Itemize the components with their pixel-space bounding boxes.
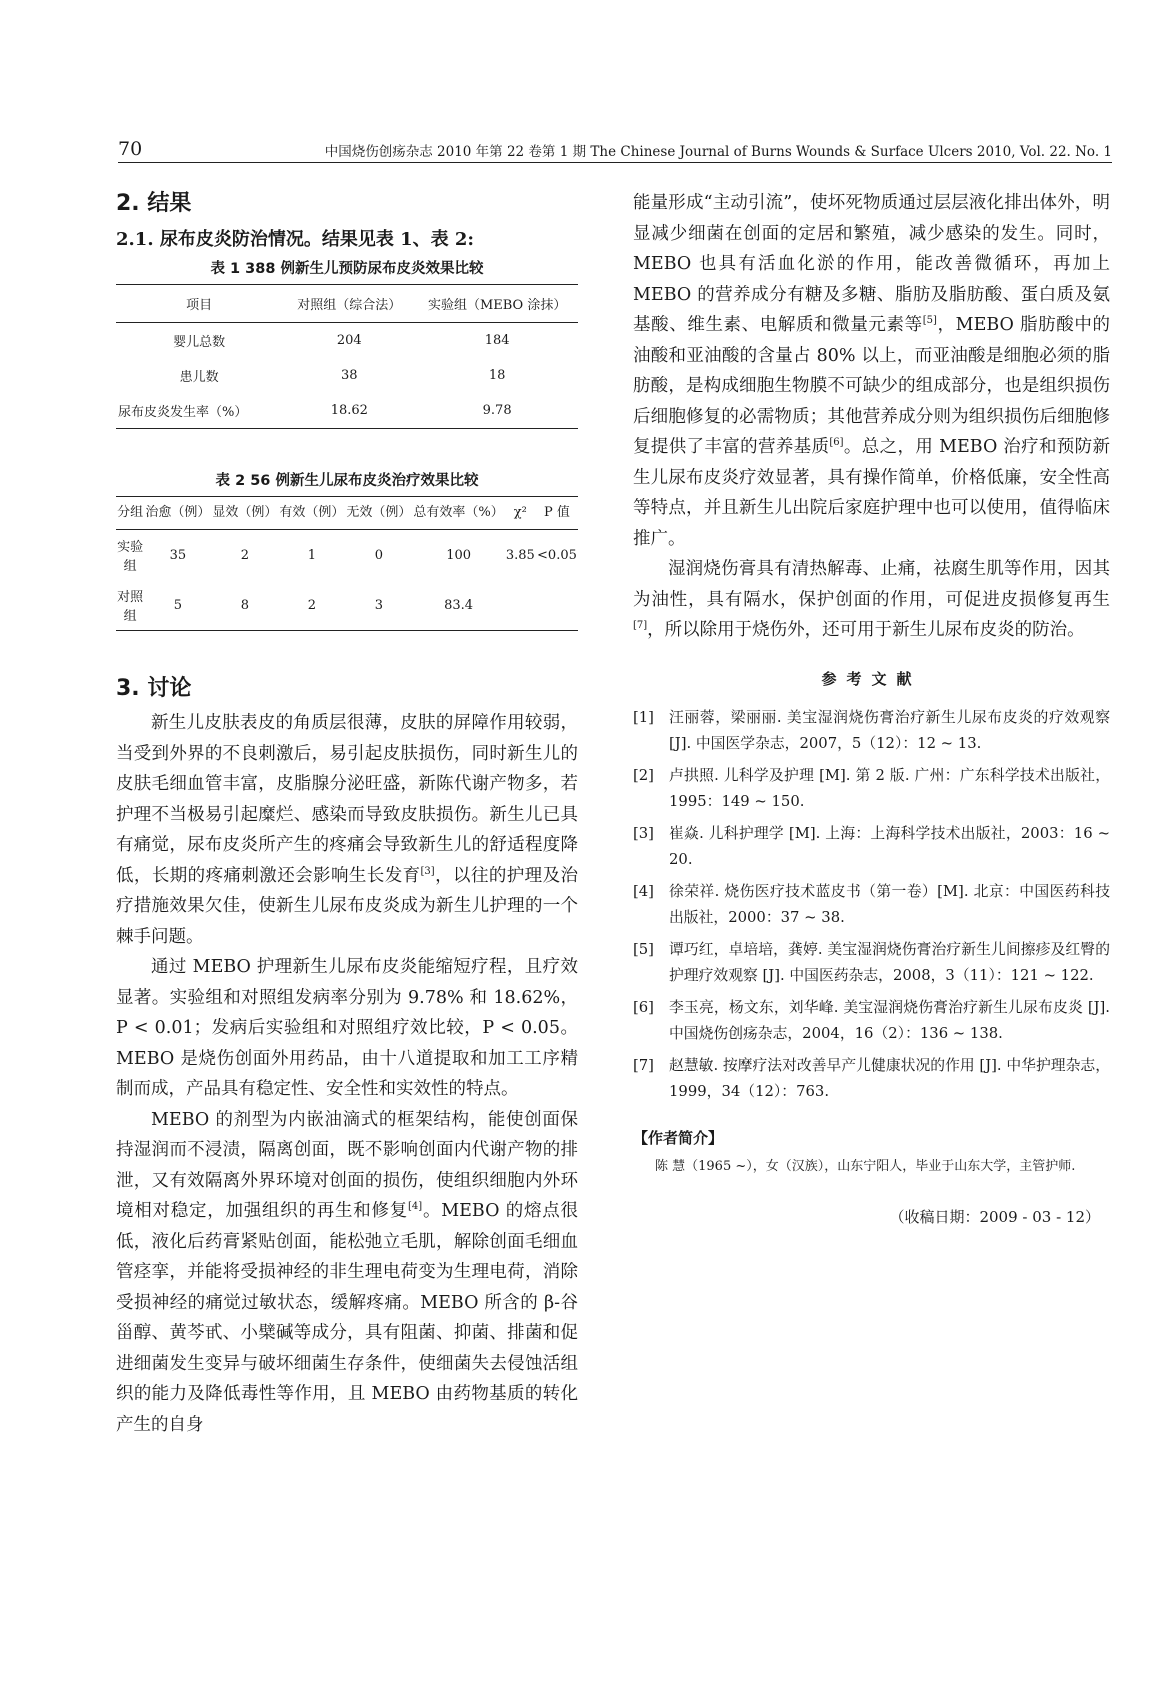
table2-header: χ²	[505, 497, 536, 530]
table-row	[116, 358, 578, 393]
table-cell: <0.05	[537, 547, 577, 563]
table-cell: 204	[336, 333, 362, 348]
discussion-paragraph	[116, 1105, 578, 1441]
table-cell: 18	[488, 368, 506, 383]
reference-number: [5]	[633, 940, 654, 958]
reference-number: [6]	[633, 998, 654, 1016]
citation: [4]	[408, 1201, 423, 1213]
table-cell: 0	[374, 547, 384, 563]
table-cell: 3	[374, 597, 384, 613]
table-cell: 9.78	[482, 403, 512, 418]
author-text: 陈 慧（1965 ~），女（汉族），山东宁阳人，毕业于山东大学，主管护师.	[655, 1158, 1076, 1174]
reference-text: 谭巧红，卓培培，龚婷. 美宝湿润烧伤膏治疗新生儿间擦疹及红臀的护理疗效观察 [J]. 中国医药杂志，2008，3（11）：121 ~ 122.	[669, 940, 1110, 984]
table1-header: 对照组（综合法）	[282, 285, 416, 323]
results-heading: 2. 结果	[116, 191, 192, 216]
table-cell: 38	[341, 368, 358, 383]
table2-header: 分组	[116, 497, 144, 530]
left-column	[116, 186, 578, 1440]
reference-text: 崔焱. 儿科护理学 [M]. 上海：上海科学技术出版社，2003：16 ~ 20.	[669, 824, 1110, 868]
table2	[116, 496, 578, 631]
reference-number: [7]	[633, 1056, 654, 1074]
table-cell: 100	[446, 547, 472, 563]
table-cell: 18.62	[330, 403, 368, 418]
references-list	[633, 705, 1110, 1105]
table2-header: 治愈（例）	[144, 497, 211, 530]
reference-text: 徐荣祥. 烧伤医疗技术蓝皮书（第一卷）[M]. 北京：中国医药科技出版社，2000：37 ~ 38.	[669, 882, 1110, 926]
reference-text: 李玉亮，杨文东，刘华峰. 美宝湿润烧伤膏治疗新生儿尿布皮炎 [J]. 中国烧伤创疡杂志，2004，16（2）：136 ~ 138.	[669, 998, 1110, 1042]
text-run: ，MEBO 脂肪酸中的油酸和亚油酸的含量占 80% 以上，而亚油酸是细胞必须的脂肪酸，是构成细胞生物膜不可缺少的组成部分，也是组织损伤后细胞修复的必需物质；其他营养成分则为组织损伤后细胞修复提供了丰富的营养基质	[633, 315, 1110, 457]
table-cell: 2	[307, 597, 317, 613]
discussion-paragraph	[633, 188, 1110, 554]
citation: [6]	[829, 437, 844, 449]
text-run: 。总之，用 MEBO 治疗和预防新生儿尿布皮炎疗效显著，具有操作简单，价格低廉，安全性高等特点，并且新生儿出院后家庭护理中也可以使用，值得临床推广。	[633, 437, 1110, 549]
table-row	[116, 323, 578, 359]
citation: [3]	[420, 865, 435, 877]
table-cell: 对照组	[117, 590, 144, 624]
table-cell	[505, 580, 536, 631]
citation: [7]	[633, 620, 648, 632]
table1-header-row	[116, 285, 578, 323]
reference-text: 卢拱照. 儿科学及护理 [M]. 第 2 版. 广州：广东科学技术出版社，1995：149 ~ 150.	[669, 766, 1110, 810]
table-row	[116, 393, 578, 429]
text-run: 湿润烧伤膏具有清热解毒、止痛，祛腐生肌等作用，因其为油性，具有隔水，保护创面的作用，可促进皮损修复再生	[633, 559, 1110, 610]
author-title: 【作者简介】	[633, 1128, 724, 1147]
reference-text: 汪丽蓉，梁丽丽. 美宝湿润烧伤膏治疗新生儿尿布皮炎的疗效观察 [J]. 中国医学杂志，2007，5（12）：12 ~ 13.	[669, 708, 1110, 752]
results-subheading: 2.1. 尿布皮炎防治情况。结果见表 1、表 2:	[116, 229, 475, 250]
discussion-paragraph	[633, 554, 1110, 646]
text-run: ，以往的护理及治疗措施效果欠佳，使新生儿尿布皮炎成为新生儿护理的一个棘手问题。	[116, 865, 579, 947]
text-run: 。MEBO 的熔点很低，液化后药膏紧贴创面，能松弛立毛肌，解除创面毛细血管痉挛，并能将受损神经的非生理电荷变为生理电荷，消除受损神经的痛觉过敏状态，缓解疼痛。MEBO 所含的 β-谷甾醇、黄芩甙、小檗碱等成分，具有阻菌、抑菌、排菌和促进细菌发生变异与破坏细菌生存条件，使细菌失去侵蚀活组织的能力及降低毒性等作用，且 MEBO 由药物基质的转化产生的自身	[116, 1201, 578, 1435]
table1-header: 实验组（MEBO 涂抹）	[416, 285, 578, 323]
table1	[116, 284, 578, 429]
table2-header: 总有效率（%）	[412, 497, 504, 530]
table-row	[116, 580, 578, 631]
table-cell	[536, 580, 578, 631]
table-cell: 5	[173, 597, 182, 613]
text-run: ，所以除用于烧伤外，还可用于新生儿尿布皮炎的防治。	[647, 620, 1085, 640]
table2-header-row	[116, 497, 578, 530]
table1-header: 项目	[116, 285, 282, 323]
table-row	[116, 530, 578, 581]
reference-number: [3]	[633, 824, 654, 842]
reference-item	[633, 1053, 1110, 1105]
table2-caption: 表 2 56 例新生儿尿布皮炎治疗效果比较	[215, 473, 479, 489]
reference-number: [1]	[633, 708, 654, 726]
discussion-paragraph	[116, 708, 578, 952]
text-run: 新生儿皮肤表皮的角质层很薄，皮肤的屏障作用较弱，当受到外界的不良刺激后，易引起皮肤损伤，同时新生儿的皮肤毛细血管丰富，皮脂腺分泌旺盛，新陈代谢产物多，若护理不当极易引起糜烂、感染而导致皮肤损伤。新生儿已具有痛觉，尿布皮炎所产生的疼痛会导致新生儿的舒适程度降低，长期的疼痛刺激还会影响生长发育	[116, 713, 578, 886]
page-number: 70	[118, 138, 143, 160]
reference-number: [4]	[633, 882, 654, 900]
table1-caption: 表 1 388 例新生儿预防尿布皮炎效果比较	[210, 261, 484, 277]
received-date: （收稿日期：2009 - 03 - 12）	[889, 1207, 1100, 1226]
table2-header: P 值	[536, 497, 578, 530]
table2-header: 有效（例）	[278, 497, 345, 530]
table-cell: 8	[240, 597, 250, 613]
reference-item	[633, 995, 1110, 1047]
reference-item	[633, 763, 1110, 815]
table-cell: 35	[169, 547, 187, 563]
references-title: 参考文献	[821, 669, 922, 688]
text-run: 能量形成“主动引流”，使坏死物质通过层层液化排出体外，明显减少细菌在创面的定居和繁殖，减少感染的发生。同时，MEBO 也具有活血化淤的作用，能改善微循环，再加上 MEBO 的营养成分有糖及多糖、脂肪及脂肪酸、蛋白质及氨基酸、维生素、电解质和微量元素等	[633, 193, 1110, 335]
running-title: 中国烧伤创疡杂志 2010 年第 22 卷第 1 期 The Chinese Journal of Burns Wounds & Surface Ulcers 2010, Vol. 22. No. 1	[324, 144, 1112, 160]
table-cell: 2	[240, 547, 250, 563]
text-run: MEBO 的剂型为内嵌油滴式的框架结构，能使创面保持湿润而不浸渍，隔离创面，既不影响创面内代谢产物的排泄，又有效隔离外界环境对创面的损伤，使组织细胞内外环境相对稳定，加强组织的再生和修复	[116, 1109, 578, 1221]
table-cell: 实验组	[117, 540, 144, 574]
reference-text: 赵慧敏. 按摩疗法对改善早产儿健康状况的作用 [J]. 中华护理杂志，1999，34（12）：763.	[669, 1056, 1110, 1100]
reference-number: [2]	[633, 766, 654, 784]
table-cell: 1	[307, 547, 317, 563]
discussion-heading: 3. 讨论	[116, 676, 192, 701]
table-cell: 婴儿总数	[173, 335, 226, 350]
discussion-paragraph: 通过 MEBO 护理新生儿尿布皮炎能缩短疗程，且疗效显著。实验组和对照组发病率分别为 9.78% 和 18.62%，P < 0.01；发病后实验组和对照组疗效比较，P < 0.05。MEBO 是烧伤创面外用药品，由十八道提取和加工工序精制而成，产品具有稳定性、安全性和实效性的特点。	[116, 957, 578, 1099]
reference-item	[633, 879, 1110, 931]
table-cell: 尿布皮炎发生率（%）	[118, 405, 248, 420]
page-header	[118, 138, 1112, 163]
reference-item	[633, 705, 1110, 757]
table2-header: 无效（例）	[345, 497, 412, 530]
table-cell: 3.85	[505, 547, 535, 563]
reference-item	[633, 937, 1110, 989]
table2-header: 显效（例）	[211, 497, 278, 530]
right-column	[633, 188, 1110, 1227]
table-cell: 患儿数	[179, 370, 219, 385]
table-cell: 184	[484, 333, 510, 348]
reference-item	[633, 821, 1110, 873]
table-cell: 83.4	[444, 597, 474, 613]
citation: [5]	[922, 315, 937, 327]
